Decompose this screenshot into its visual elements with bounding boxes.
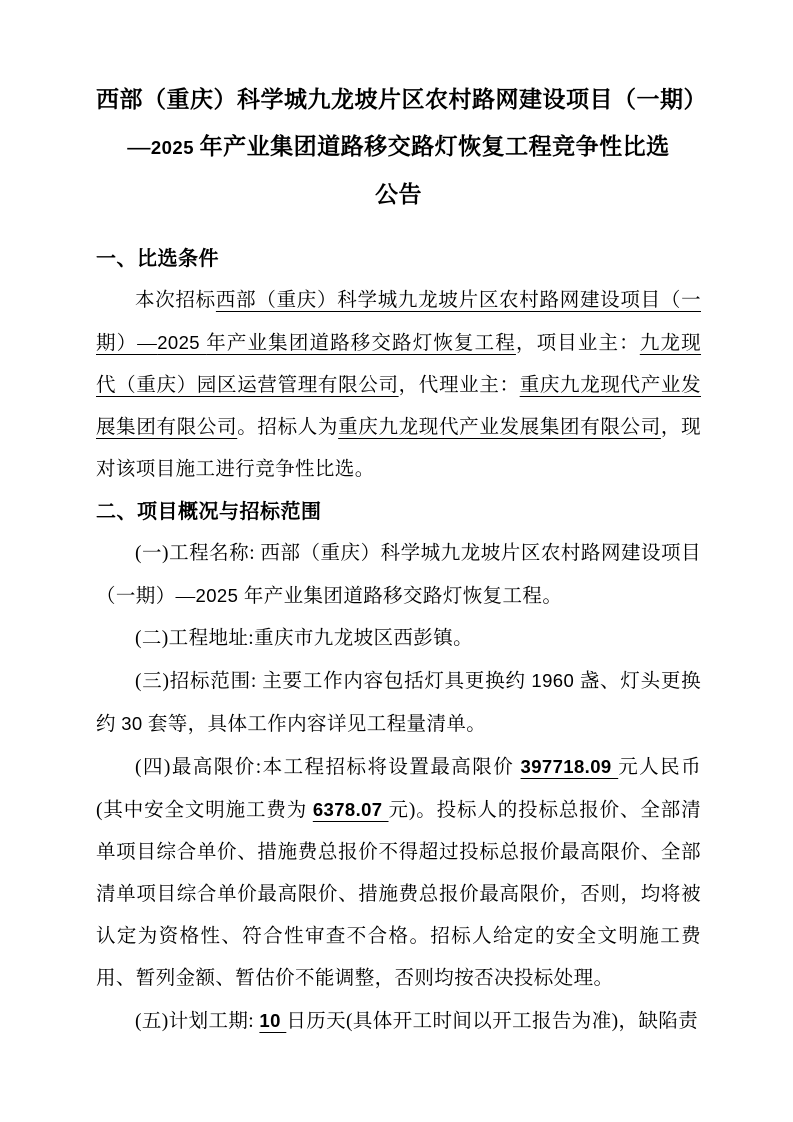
text-segment: 6378.07 [312,799,389,820]
paragraph-bidding-scope [96,660,701,746]
paragraph-project-name [96,533,701,618]
text-segment: 2025 [195,585,244,606]
text-segment: ，代理业主： [398,375,520,396]
text-segment: 盏、灯头更换约 [96,671,701,735]
title-line-2 [96,123,701,171]
text-segment: (二)工程地址:重庆市九龙坡区西彭镇。 [135,628,474,649]
title-line-1 [96,76,707,123]
text-segment: 元人民币(其中安全文明施工费为 [96,757,701,821]
text-segment: 西部（重庆）科学城九龙坡片区农村路网建设项目（一期） [96,87,707,112]
title-line-3 [96,171,701,218]
text-segment: 日历天(具体开工时间以开工报告为准)，缺陷责 [286,1011,699,1032]
text-segment: — [127,134,151,159]
text-segment: 1960 [531,670,575,691]
section-heading-bidding-conditions: 一、比选条件 [96,248,219,270]
document-title [96,76,707,218]
text-segment: 2025 [157,332,207,353]
text-segment: ，项目业主： [515,333,640,354]
text-segment: 。招标人为 [237,417,339,438]
text-segment: 年产业集团道路移交路灯恢复工程。 [243,586,563,607]
text-segment: 公告 [375,182,422,207]
text-segment: 西部（重庆）科学城九龙坡片区农村路网建设项目（一期）— [96,290,701,354]
paragraph-project-address [96,618,701,660]
text-segment: 重庆九龙现代产业发展集团有限公司 [96,375,701,438]
text-segment: 元)。投标人的投标总报价、全部清单项目综合单价、措施费总报价不得超过投标总报价最高限价、全部清单项目综合单价最高限价、措施费总报价最高限价，否则，均将被认定为资格性、符合性审查不合格。招标人给定的安全文明施工费用、暂列金额、暂估价不能调整，否则均按否决投标处理。 [96,800,701,989]
text-segment: (五)计划工期: [135,1011,260,1032]
text-segment: 九龙现代（重庆）园区运营管理有限公司 [96,333,702,396]
paragraph-bidding-conditions [96,280,701,491]
text-segment: ，现对该项目施工进行竞争性比选。 [96,417,701,480]
text-segment: (三)招标范围: 主要工作内容包括灯具更换约 [135,671,532,692]
text-segment: 年产业集团道路移交路灯恢复工程 [206,333,516,354]
text-segment: (一)工程名称: 西部（重庆）科学城九龙坡片区农村路网建设项目（一期）— [96,543,701,607]
text-segment: 2025 [150,137,200,158]
paragraph-planned-duration [96,1000,701,1043]
text-segment: (四)最高限价:本工程招标将设置最高限价 [135,757,521,778]
text-segment: 本次招标 [135,290,216,311]
text-segment: 397718.09 [520,756,619,777]
paragraph-max-price [96,746,701,1000]
text-segment: 重庆九龙现代产业发展集团有限公司 [338,417,661,438]
text-segment: 套等，具体工作内容详见工程量清单。 [142,714,487,735]
section-heading-project-overview: 二、项目概况与招标范围 [96,501,322,523]
text-segment: 10 [259,1010,287,1031]
text-segment: 年产业集团道路移交路灯恢复工程竞争性比选 [199,134,670,159]
text-segment: 30 [121,713,143,734]
